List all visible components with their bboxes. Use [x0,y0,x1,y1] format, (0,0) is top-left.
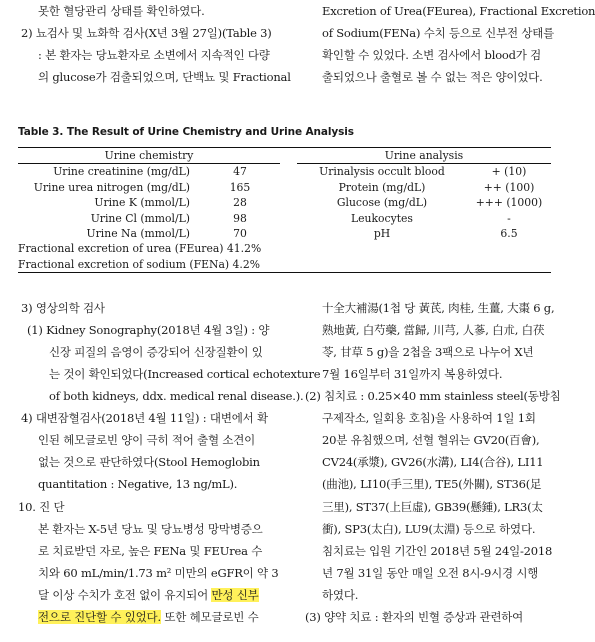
analysis-test-result: + (10) [491,165,527,179]
text-line: quantitation : Negative, 13 ng/mL). [38,477,238,491]
text-line: 구제작소, 일회용 호침)을 사용하여 1일 1회 [322,411,536,425]
top-left-line: : 본 환자는 당뇨환자로 소변에서 지속적인 다량 [38,48,270,62]
section-heading: 10. 진 단 [18,500,65,514]
urine-results-table [18,147,551,273]
top-right-line: Excretion of Urea(FEurea), Fractional Excretion [322,4,595,18]
analysis-test-name: pH [373,227,391,241]
text-line: 치와 60 mL/min/1.73 m² 미만의 eGFR이 약 3 [38,566,279,580]
text-line: 熟地黃, 白芍藥, 當歸, 川芎, 人蔘, 白朮, 白茯 [322,323,545,337]
text-line: 7월 16일부터 31일까지 복용하였다. [322,367,503,381]
chem-test-name: Urine creatinine (mg/dL) [53,165,190,179]
text-line: (3) 양약 치료 : 환자의 빈혈 증상과 관련하여 [305,610,524,624]
header-gap [280,148,297,164]
text-line: 三里), ST37(上巨虛), GB39(懸鍾), LR3(太 [322,500,543,514]
top-left-line: 2) 뇨검사 및 뇨화학 검사(X년 3월 27일)(Table 3) [21,26,272,40]
top-right-line: of Sodium(FENa) 수치 등으로 신부전 상태를 [322,26,555,40]
text-line: 20분 유침했으며, 선혈 혈위는 GV20(百會), [322,433,540,447]
text-line: 없는 것으로 판단하였다(Stool Hemoglobin [38,455,260,469]
text-line: 로 치료받던 자로, 높은 FENa 및 FEUrea 수 [38,544,263,558]
analysis-test-result: 6.5 [500,227,518,241]
text-line: (曲池), LI10(手三里), TE5(外關), ST36(足 [322,477,542,491]
text-line: 본 환자는 X-5년 당뇨 및 당뇨병성 망막병증으 [38,522,263,536]
chem-test-value: 47 [233,165,247,179]
analysis-test-name: Urinalysis occult blood [319,165,445,179]
top-right-line: 출되었으나 출혈로 볼 수 없는 적은 양이었다. [322,70,543,84]
chem-test-value: 70 [233,227,247,241]
text-line: 는 것이 확인되었다(Increased cortical echotexture [49,367,321,381]
top-right-line: 확인할 수 있었다. 소변 검사에서 blood가 검 [322,48,542,62]
text-line: 년 7월 31일 동안 매일 오전 8시-9시경 시행 [322,566,539,580]
analysis-test-name: Protein (mg/dL) [338,180,426,194]
highlighted-text: 만성 신부 [211,588,259,602]
analysis-test-result: - [507,211,511,225]
analysis-test-name: Leukocytes [351,211,413,225]
table-row [18,226,551,241]
fe-urea-row: Fractional excretion of urea (FEurea) 41.2% [18,242,262,256]
analysis-test-result: ++ (100) [483,180,535,194]
table-header-row [18,148,551,164]
table-row [18,164,551,180]
highlighted-text: 전으로 진단할 수 있었다. [38,610,161,624]
text-line: (1) Kidney Sonography(2018년 4월 3일) : 양 [27,323,270,337]
text-line: 인된 헤모글로빈 양이 극히 적어 출혈 소견이 [38,433,256,447]
top-left-line: 못한 혈당관리 상태를 확인하였다. [38,4,205,18]
text-line: 침치료는 입원 기간인 2018년 5월 24일-2018 [322,544,553,558]
top-left-line: 의 glucose가 검출되었으며, 단백뇨 및 Fractional [38,70,291,84]
text-line: 하였다. [322,588,359,602]
table-caption: Table 3. The Result of Urine Chemistry and Urine Analysis [18,126,354,138]
header-urine-chemistry: Urine chemistry [18,148,280,164]
analysis-test-result: +++ (1000) [475,196,543,210]
text-span: 달 이상 수치가 호전 없이 유지되어 [38,588,212,602]
text-line: 衝), SP3(太白), LU9(太淵) 등으로 하였다. [322,522,536,536]
text-line: of both kidneys, ddx. medical renal disease.). [49,389,304,403]
chem-test-name: Urine urea nitrogen (mg/dL) [33,180,190,194]
text-line [38,584,259,606]
fe-na-row: Fractional excretion of sodium (FENa) 4.2% [18,257,551,273]
chem-test-name: Urine Na (mmol/L) [86,227,190,241]
table-row [18,241,551,256]
table-row [18,180,551,195]
text-line: (2) 침치료 : 0.25×40 mm stainless steel(동방침 [305,389,561,403]
header-urine-analysis: Urine analysis [297,148,551,164]
table-row [18,195,551,210]
chem-test-name: Urine K (mmol/L) [94,196,190,210]
text-line: CV24(承漿), GV26(水溝), LI4(合谷), LI11 [322,455,544,469]
analysis-test-name: Glucose (mg/dL) [336,196,428,210]
chem-test-value: 28 [233,196,247,210]
table-row [18,211,551,226]
text-line: 苓, 甘草 5 g)을 2첩을 3팩으로 나누어 X년 [322,345,534,359]
chem-test-name: Urine Cl (mmol/L) [90,211,190,225]
table-row [18,257,551,273]
text-line: 4) 대변잠혈검사(2018년 4월 11일) : 대변에서 확 [21,411,268,425]
chem-test-value: 98 [233,211,247,225]
section-heading: 3) 영상의학 검사 [21,301,105,315]
text-line: 十全大補湯(1첩 당 黃芪, 肉桂, 生薑, 大棗 6 g, [322,301,555,315]
chem-test-value: 165 [229,180,251,194]
text-span: 또한 헤모글로빈 수 [160,610,259,624]
text-line [38,606,259,628]
text-line: 신장 피질의 음영이 증강되어 신장질환이 있 [49,345,263,359]
